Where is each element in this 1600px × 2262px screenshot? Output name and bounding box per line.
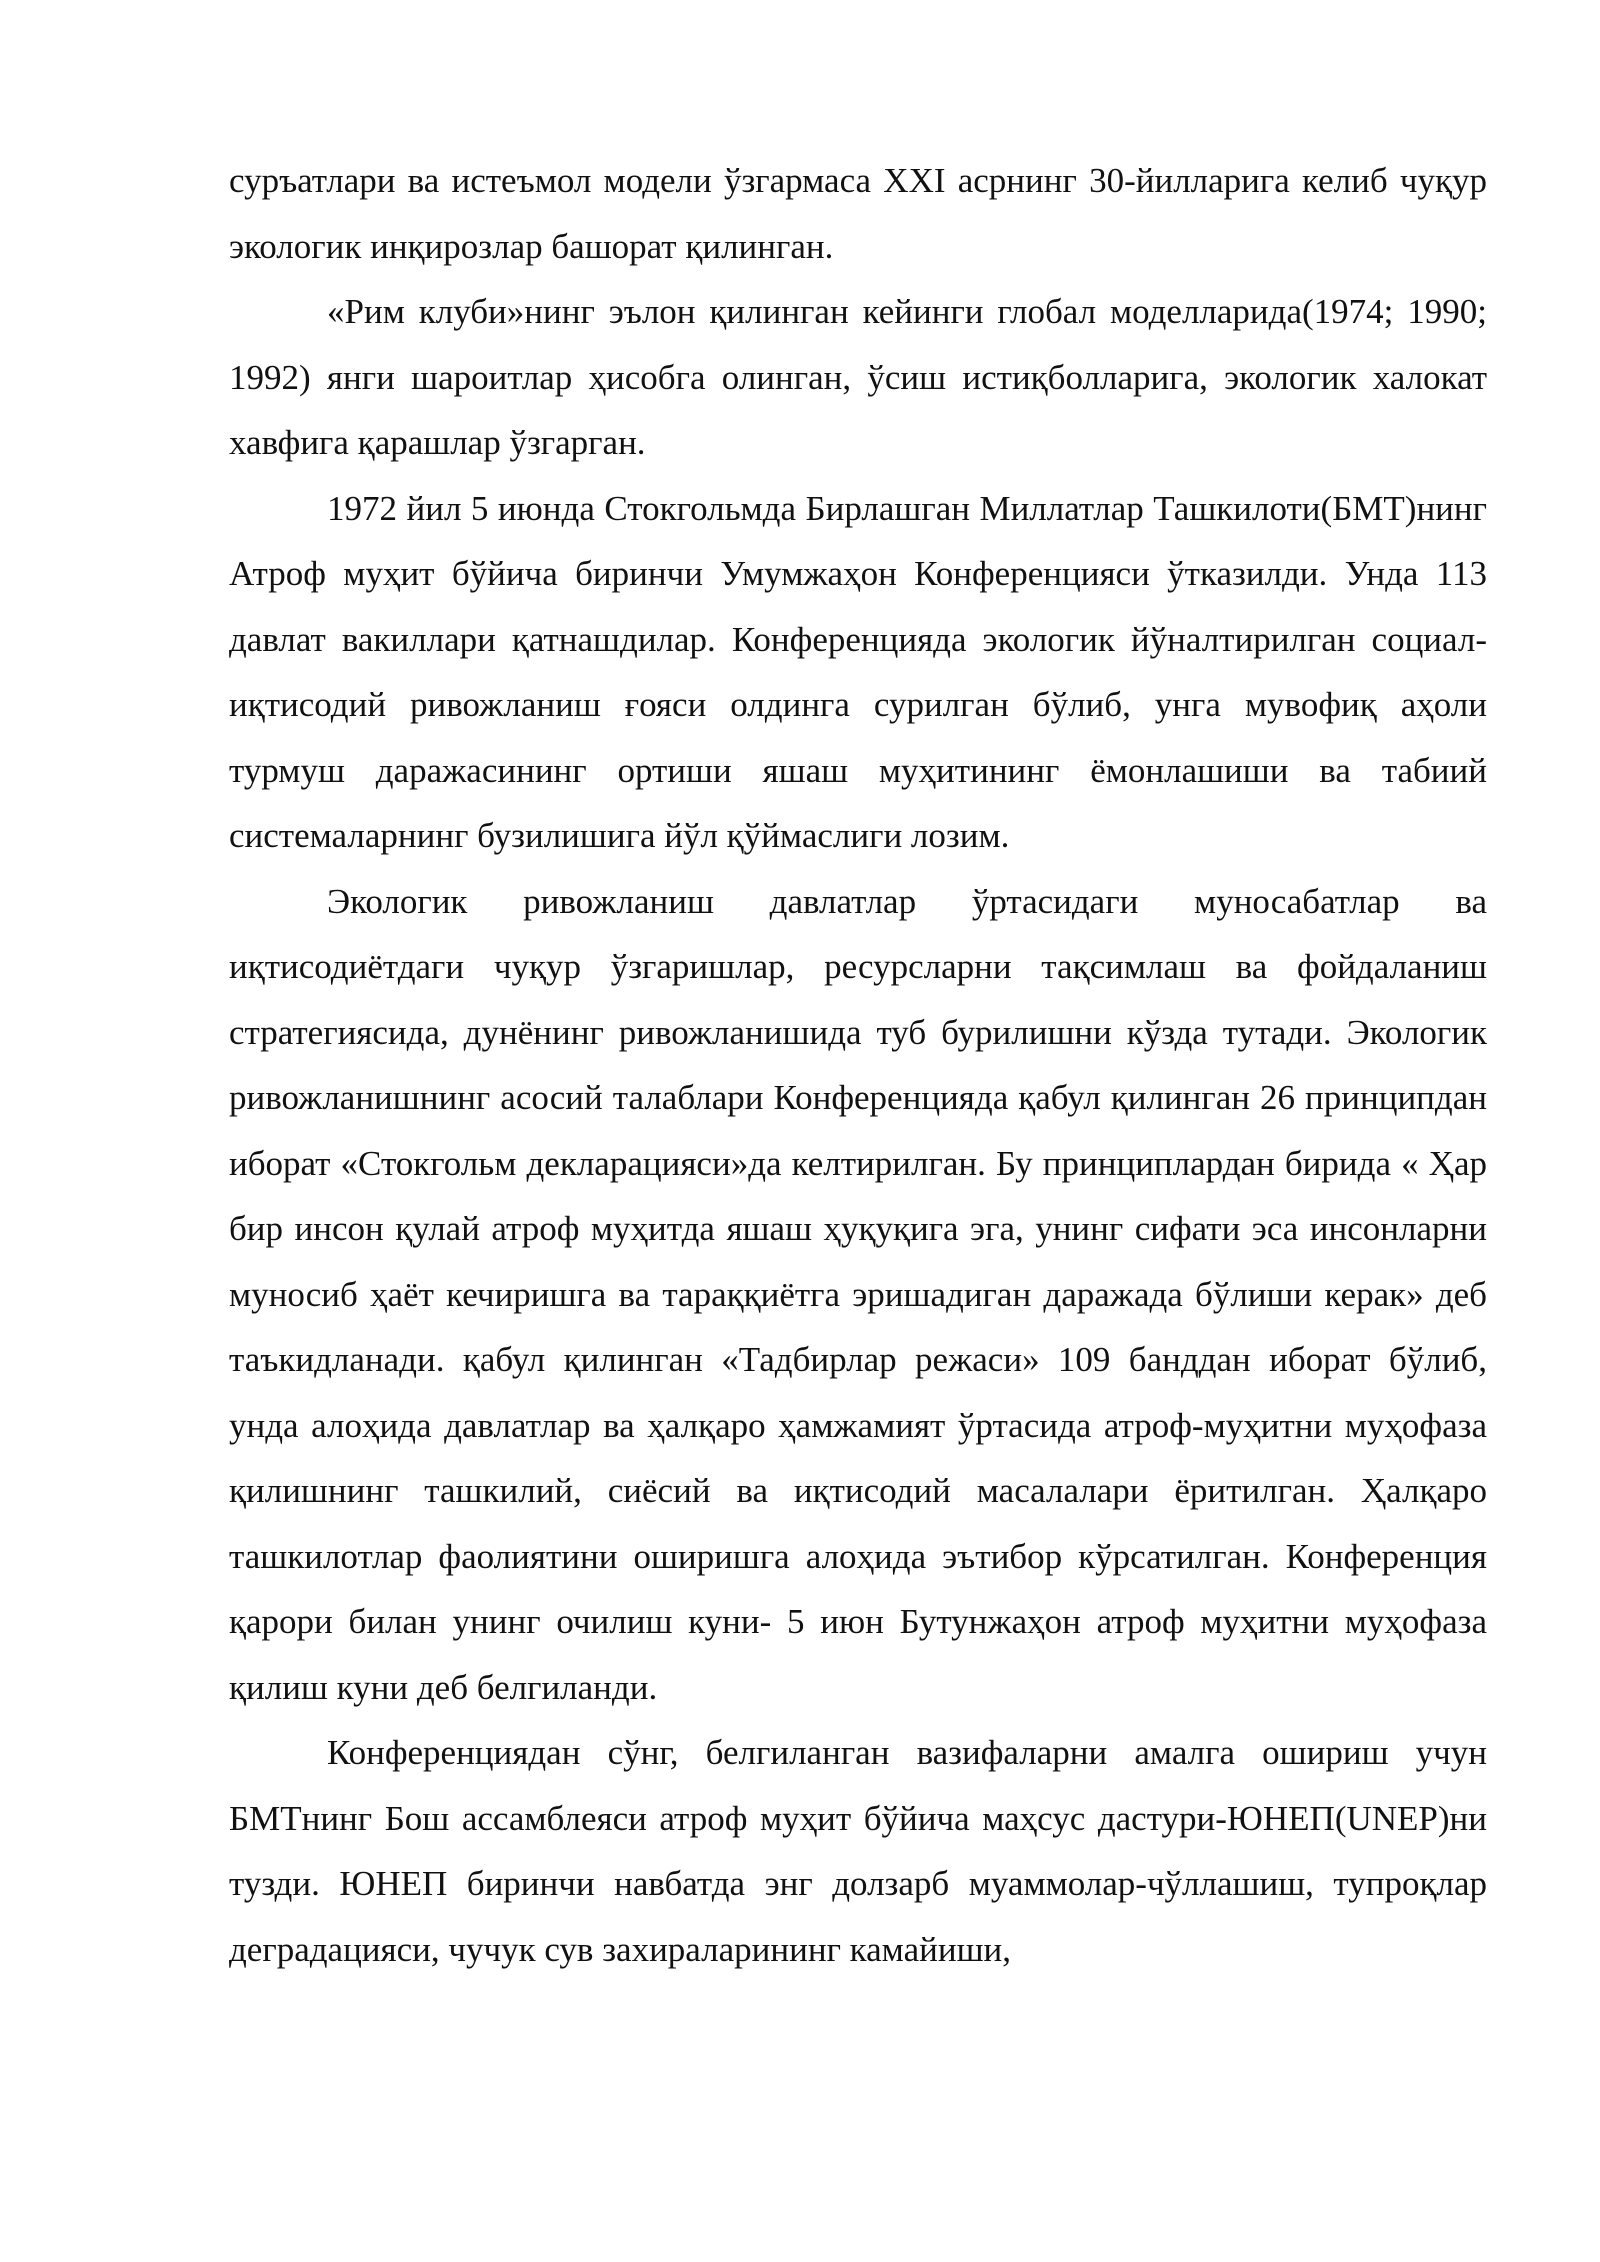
document-page [229,148,1487,1982]
paragraph-stockholm-conference: 1972 йил 5 июнда Стокгольмда Бирлашган Миллатлар Ташкилоти(БМТ)нинг Атроф муҳит бўйича биринчи Умумжаҳон Конференцияси ўтказилди. Унда 113 давлат вакиллари қатнашдилар. Конференцияда экологик йўналтирилган социал-иқтисодий ривожланиш ғояси олдинга сурилган бўлиб, унга мувофиқ аҳоли турмуш даражасининг ортиши яшаш муҳитининг ёмонлашиши ва табиий системаларнинг бузилишига йўл қўймаслиги лозим. [229,488,1487,855]
paragraph-ecological-development: Экологик ривожланиш давлатлар ўртасидаги муносабатлар ва иқтисодиётдаги чуқур ўзгаришлар, ресурсларни тақсимлаш ва фойдаланиш стратегиясида, дунёнинг ривожланишида туб бурилишни кўзда тутади. Экологик ривожланишнинг асосий талаблари Конференцияда қабул қилинган 26 принципдан иборат «Стокгольм декларацияси»да келтирилган. Бу принциплардан бирида « Ҳар бир инсон қулай атроф муҳитда яшаш ҳуқуқига эга, унинг сифати эса инсонларни муносиб ҳаёт кечиришга ва тараққиётга эришадиган даражада бўлиши керак» деб таъкидланади. қабул қилинган «Тадбирлар режаси» 109 банддан иборат бўлиб, унда алоҳида давлатлар ва ҳалқаро ҳамжамият ўртасида атроф-муҳитни муҳофаза қилишнинг ташкилий, сиёсий ва иқтисодий масалалари ёритилган. Ҳалқаро ташкилотлар фаолиятини оширишга алоҳида эътибор кўрсатилган. Конференция қарори билан унинг очилиш куни- 5 июн Бутунжаҳон атроф муҳитни муҳофаза қилиш куни деб белгиланди. [229,881,1487,1707]
paragraph-continuation: суръатлари ва истеъмол модели ўзгармаса ХХI асрнинг 30-йилларига келиб чуқур экологик инқирозлар башорат қилинган. [229,161,1487,266]
paragraph-rome-club: «Рим клуби»нинг эълон қилинган кейинги глобал моделларида(1974; 1990; 1992) янги шароитлар ҳисобга олинган, ўсиш истиқболларига, экологик халокат хавфига қарашлар ўзгарган. [229,292,1487,462]
paragraph-unep: Конференциядан сўнг, белгиланган вазифаларни амалга ошириш учун БМТнинг Бош ассамблеяси атроф муҳит бўйича маҳсус дастури-ЮНЕП(UNEP)ни тузди. ЮНЕП биринчи навбатда энг долзарб муаммолар-чўллашиш, тупроқлар деградацияси, чучук сув захираларининг камайиши, [229,1733,1487,1969]
